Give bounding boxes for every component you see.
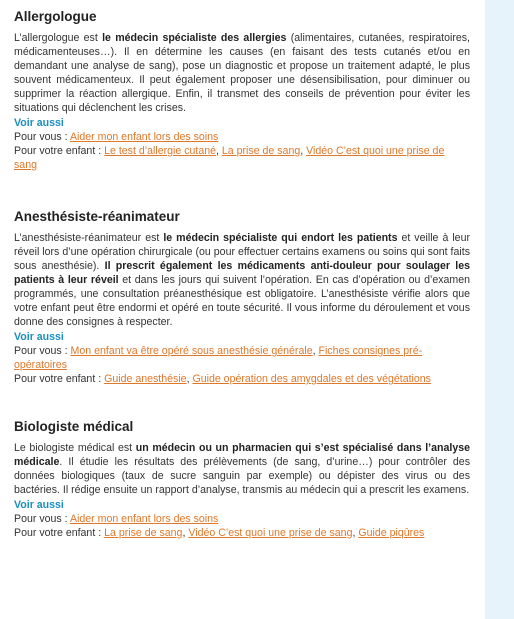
description-text: Le biologiste médical est — [14, 442, 136, 454]
for-child-link[interactable]: Guide anesthésie — [104, 373, 187, 385]
for-you-link[interactable]: Fiches consignes pré-opératoires — [14, 345, 423, 371]
description-text: L’allergologue est — [14, 32, 103, 44]
section-description — [14, 441, 470, 497]
for-you-links — [14, 512, 470, 526]
see-also-heading: Voir aussi — [14, 331, 64, 343]
description-text: et veille à leur réveil lors d’une opération chirurgicale (ou pour effectuer certains examens ou soins qui sont faits sous anesthésie). — [14, 232, 470, 272]
for-you-label: Pour vous : — [14, 513, 70, 525]
link-separator: , — [186, 373, 193, 385]
for-you-links — [14, 130, 470, 144]
see-also-heading: Voir aussi — [14, 117, 64, 129]
section-title: Anesthésiste-réanimateur — [14, 209, 180, 224]
for-child-label: Pour votre enfant : — [14, 145, 105, 157]
section-spacer — [14, 172, 470, 208]
for-child-link[interactable]: Guide opération des amygdales et des végétations — [192, 373, 431, 385]
section-1 — [14, 8, 470, 172]
for-child-link[interactable]: Guide piqûres — [358, 527, 425, 539]
emphasis-text: le médecin spécialiste des allergies — [102, 32, 287, 44]
description-text: (alimentaires, cutanées, respiratoires, médicamenteuses…). Il en détermine les causes (en faisant des tests cutanés et/ou en demandant une analyse de sang), pose un diagnostic et propose un traitement adapté, le plus souvent médicamenteux. Il peut également proposer une désensibilisation, pour diminuer ou supprimer la réaction allergique. Enfin, il transmet des conseils de prévention pour éviter les situations qui déclenchent les crises. — [14, 32, 470, 114]
emphasis-text: le médecin spécialiste qui endort les patients — [163, 232, 398, 244]
for-you-label: Pour vous : — [14, 345, 71, 357]
for-child-link[interactable]: La prise de sang — [221, 145, 301, 157]
for-child-links — [14, 372, 470, 386]
link-separator: , — [300, 145, 307, 157]
see-also-heading: Voir aussi — [14, 499, 64, 511]
section-description — [14, 231, 470, 329]
link-separator: , — [352, 527, 359, 539]
section-description — [14, 31, 470, 115]
for-child-label: Pour votre enfant : — [14, 527, 105, 539]
for-child-link[interactable]: Le test d’allergie cutané — [104, 145, 217, 157]
side-panel — [485, 0, 514, 619]
section-title: Biologiste médical — [14, 419, 134, 434]
link-separator: , — [312, 345, 319, 357]
for-child-links — [14, 526, 470, 540]
for-you-link[interactable]: Mon enfant va être opéré sous anesthésie générale — [70, 345, 313, 357]
section-2 — [14, 208, 470, 386]
link-separator: , — [216, 145, 222, 157]
for-child-label: Pour votre enfant : — [14, 373, 105, 385]
description-text: . Il étudie les résultats des prélèvements (de sang, d’urine…) pour contrôler des données biologiques (taux de sucre sanguin par exemple) ou dépister des virus ou des bactéries. Il rédige ensuite un rapport d’analyse, transmis au médecin qui a prescrit les examens. — [14, 456, 470, 496]
section-spacer — [14, 386, 470, 418]
emphasis-text: Il prescrit également les médicaments anti-douleur pour soulager les patients à leur réveil — [14, 260, 470, 286]
description-text: L’anesthésiste-réanimateur est — [14, 232, 164, 244]
for-child-link[interactable]: Vidéo C’est quoi une prise de sang — [14, 145, 445, 171]
description-text: et dans les jours qui suivent l’opération. En cas d’opération ou d’examen programmés, une consultation préanesthésique est obligatoire. L’anesthésiste vérifie alors que votre enfant peut être endormi et opéré en toute sécurité. Il vous informe du déroulement et vous donne des consignes à respecter. — [14, 274, 471, 328]
for-child-link[interactable]: La prise de sang — [104, 527, 183, 539]
section-title: Allergologue — [14, 9, 97, 24]
link-separator: , — [182, 527, 189, 539]
for-you-label: Pour vous : — [14, 131, 70, 143]
emphasis-text: un médecin ou un pharmacien qui s’est spécialisé dans l’analyse médicale — [14, 442, 471, 468]
for-you-links — [14, 344, 470, 372]
for-child-link[interactable]: Vidéo C’est quoi une prise de sang — [188, 527, 353, 539]
section-3 — [14, 418, 470, 540]
for-you-link[interactable]: Aider mon enfant lors des soins — [69, 513, 219, 525]
for-child-links — [14, 144, 470, 172]
article-content — [14, 8, 470, 540]
for-you-link[interactable]: Aider mon enfant lors des soins — [69, 131, 219, 143]
